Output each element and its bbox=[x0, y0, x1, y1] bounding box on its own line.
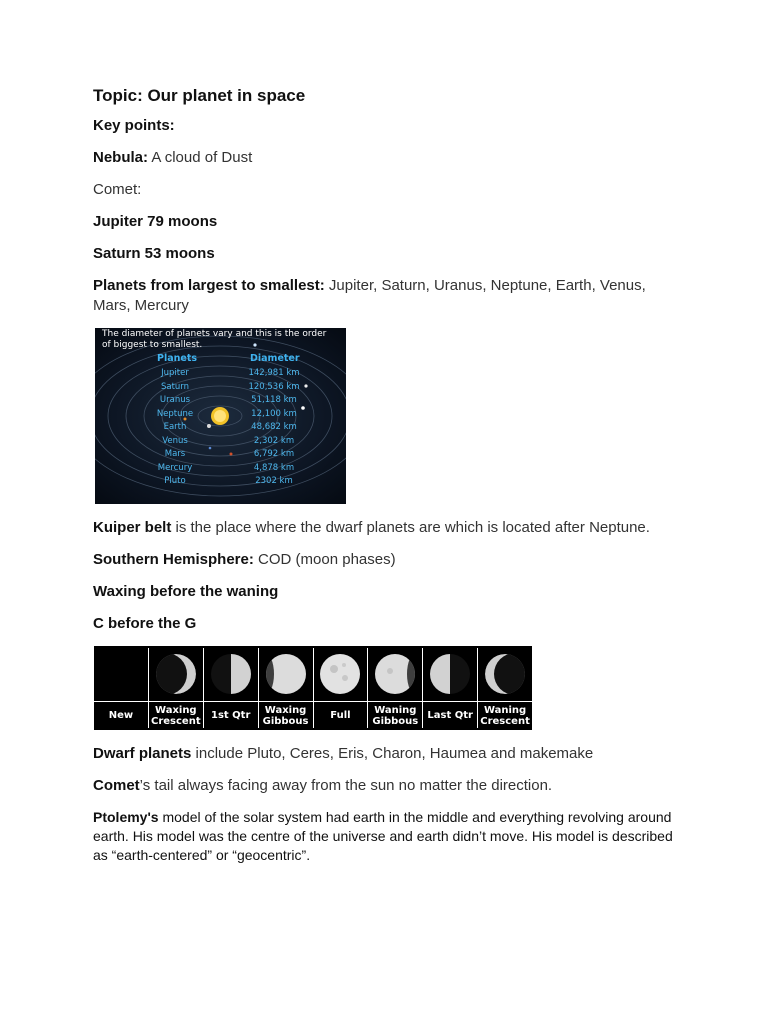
kuiper-term: Kuiper belt bbox=[93, 519, 172, 536]
comet-line: Comet: bbox=[93, 181, 142, 198]
planet-row: Uranus 51,118 km bbox=[159, 395, 297, 405]
ptolemy-text: model of the solar system had earth in the middle and everything revolving around earth. His model was the centre of the universe and earth didn’t move. His model is described as “earth-centered” or “geocentric”. bbox=[93, 809, 673, 863]
comet-tail-text: ’s tail always facing away from the sun no matter the direction. bbox=[139, 777, 553, 794]
planet-row: Jupiter 142,981 km bbox=[161, 368, 300, 378]
last-quarter-icon bbox=[423, 648, 477, 700]
planet-row: Mercury 4,878 km bbox=[157, 462, 295, 473]
phase-waning-crescent bbox=[477, 648, 532, 728]
southern-text: COD (moon phases) bbox=[253, 551, 396, 568]
phase-waxing-crescent bbox=[148, 648, 203, 728]
planet-row: Pluto 2302 km bbox=[164, 476, 293, 486]
planet-row: Mars 6,792 km bbox=[164, 449, 295, 459]
waning-crescent-icon bbox=[478, 648, 532, 700]
phase-waning-gibbous bbox=[367, 648, 422, 728]
moon-phases-figure bbox=[94, 646, 532, 730]
nebula-line bbox=[93, 148, 683, 168]
waxing-gibbous-icon bbox=[259, 648, 313, 700]
col-diameter-header: Diameter bbox=[250, 353, 300, 364]
phase-full bbox=[313, 648, 368, 728]
planet-row: Saturn 120,536 km bbox=[160, 381, 300, 392]
phase-label: Full bbox=[314, 701, 368, 729]
nebula-term: Nebula: bbox=[93, 149, 149, 166]
waxing-line: Waxing before the waning bbox=[93, 583, 279, 600]
comet-term: Comet bbox=[93, 777, 140, 794]
full-moon-icon bbox=[314, 648, 368, 700]
comet-tail-line bbox=[93, 776, 683, 796]
phase-label: Waxing Crescent bbox=[149, 701, 203, 729]
new-moon-icon bbox=[94, 648, 148, 700]
planets-order-text: Jupiter, Saturn, Uranus, Neptune, Earth, Venus, Mars, Mercury bbox=[93, 277, 646, 314]
phase-label: New bbox=[94, 701, 148, 729]
saturn-line: Saturn 53 moons bbox=[93, 245, 215, 262]
phase-label: Last Qtr bbox=[423, 701, 477, 729]
planet-row: Neptune 12,100 km bbox=[156, 408, 297, 419]
ptolemy-term: Ptolemy's bbox=[93, 809, 159, 825]
col-planets-header: Planets bbox=[157, 353, 198, 364]
phase-label: 1st Qtr bbox=[204, 701, 258, 729]
solar-system-figure bbox=[95, 328, 346, 504]
phase-last-quarter bbox=[422, 648, 477, 728]
kuiper-text: is the place where the dwarf planets are which is located after Neptune. bbox=[171, 519, 650, 536]
waxing-crescent-icon bbox=[149, 648, 203, 700]
planet-row: Venus 2,302 km bbox=[162, 435, 295, 446]
southern-term: Southern Hemisphere: bbox=[93, 551, 254, 568]
phase-label: Waxing Gibbous bbox=[259, 701, 313, 729]
solar-caption: The diameter of planets vary and this is the order of biggest to smallest. bbox=[102, 329, 327, 350]
planets-order-term: Planets from largest to smallest: bbox=[93, 277, 325, 294]
phase-label: Waning Gibbous bbox=[368, 701, 422, 729]
key-points-heading: Key points: bbox=[93, 117, 175, 134]
phase-waxing-gibbous bbox=[258, 648, 313, 728]
cg-line: C before the G bbox=[93, 615, 197, 632]
dwarf-line bbox=[93, 744, 683, 764]
jupiter-line: Jupiter 79 moons bbox=[93, 213, 218, 230]
planet-row: Earth 48,682 km bbox=[163, 422, 297, 432]
nebula-text: A cloud of Dust bbox=[148, 149, 253, 166]
dwarf-term: Dwarf planets bbox=[93, 745, 192, 762]
page-title: Topic: Our planet in space bbox=[93, 86, 306, 105]
first-quarter-icon bbox=[204, 648, 258, 700]
kuiper-line bbox=[93, 518, 683, 538]
document-page bbox=[93, 86, 683, 877]
planets-order-line bbox=[93, 276, 683, 316]
dwarf-text: include Pluto, Ceres, Eris, Charon, Haumea and makemake bbox=[191, 745, 594, 762]
phase-first-quarter bbox=[203, 648, 258, 728]
phase-new bbox=[94, 648, 148, 728]
phase-label: Waning Crescent bbox=[478, 701, 532, 729]
southern-line bbox=[93, 550, 683, 570]
waning-gibbous-icon bbox=[368, 648, 422, 700]
ptolemy-paragraph bbox=[93, 808, 683, 865]
